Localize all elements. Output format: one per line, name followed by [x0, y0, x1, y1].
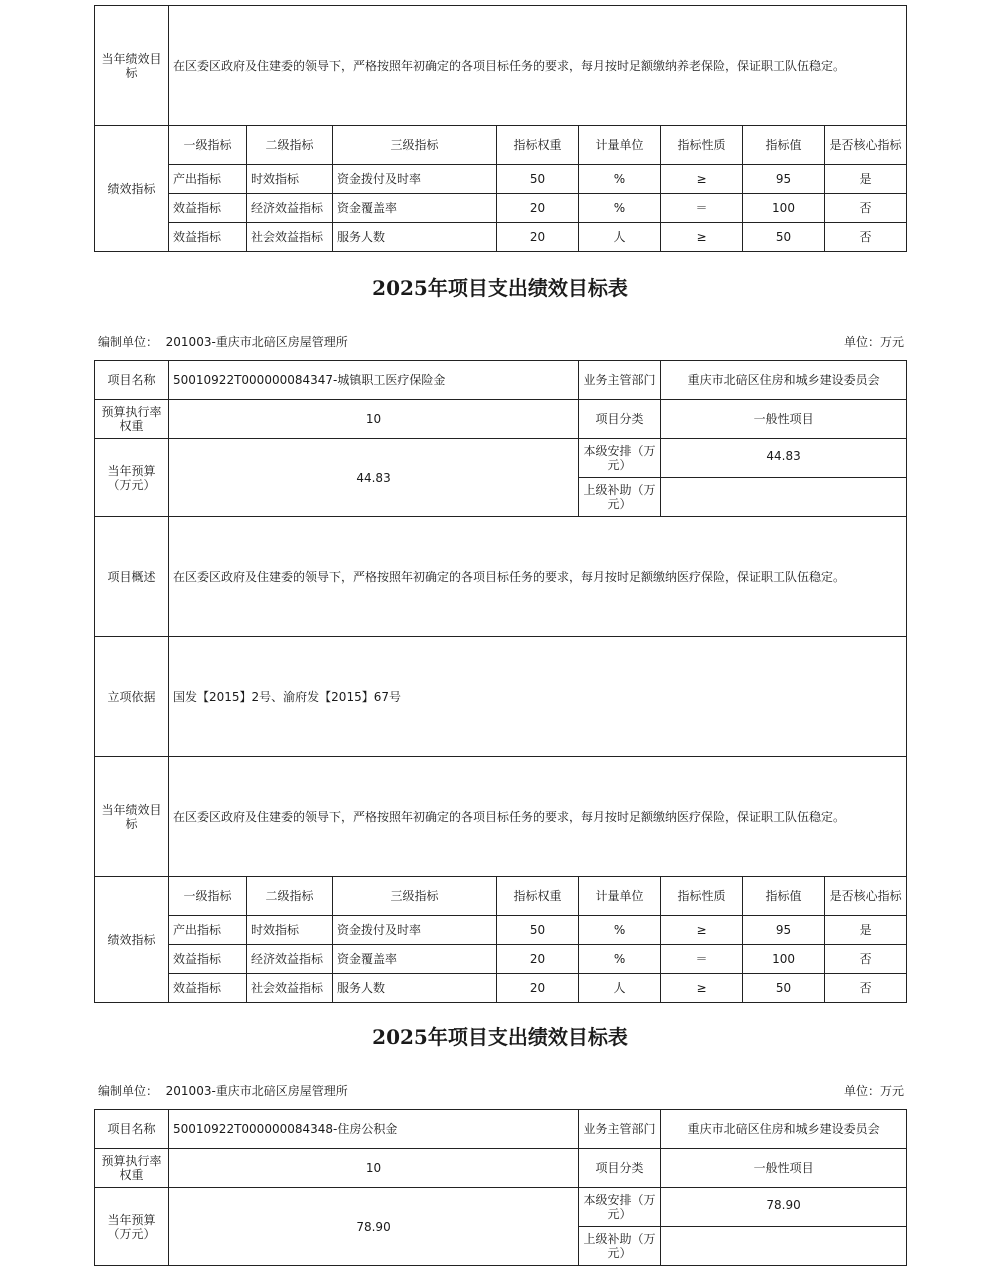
dept-name: 重庆市北碚区住房和城乡建设委员会: [661, 361, 907, 400]
cell-value: 95: [743, 916, 825, 945]
org-info: [98, 1082, 348, 1099]
hdr-core: 是否核心指标: [825, 877, 907, 916]
budget-label: 当年预算（万元）: [95, 1188, 169, 1266]
cell-weight: 20: [497, 974, 579, 1003]
table-row: [95, 945, 907, 974]
cell-primary: 产出指标: [169, 916, 247, 945]
org-name: 201003-重庆市北碚区房屋管理所: [165, 335, 348, 349]
category-label: 项目分类: [579, 400, 661, 439]
hdr-primary: 一级指标: [169, 126, 247, 165]
hdr-weight: 指标权重: [497, 126, 579, 165]
cell-value: 50: [743, 223, 825, 252]
dept-name: 重庆市北碚区住房和城乡建设委员会: [661, 1110, 907, 1149]
budget-value: 78.90: [169, 1188, 579, 1266]
cell-secondary: 经济效益指标: [247, 945, 333, 974]
cell-weight: 20: [497, 223, 579, 252]
hdr-unit: 计量单位: [579, 877, 661, 916]
goal-label: 当年绩效目标: [95, 757, 169, 877]
overview-text: 在区委区政府及住建委的领导下，严格按照年初确定的各项目标任务的要求，每月按时足额缴纳医疗保险，保证职工队伍稳定。: [169, 517, 907, 637]
project-name: 50010922T000000084347-城镇职工医疗保险金: [169, 361, 579, 400]
hdr-primary: 一级指标: [169, 877, 247, 916]
dept-label: 业务主管部门: [579, 1110, 661, 1149]
overview-label: 项目概述: [95, 517, 169, 637]
cell-primary: 产出指标: [169, 165, 247, 194]
cell-core: 是: [825, 916, 907, 945]
table-row: [95, 194, 907, 223]
cell-tertiary: 资金覆盖率: [333, 194, 497, 223]
cell-weight: 50: [497, 165, 579, 194]
local-value: 78.90: [661, 1188, 907, 1227]
cell-unit: %: [579, 165, 661, 194]
upper-value: [661, 1227, 907, 1266]
unit-note: 单位：万元: [843, 1084, 904, 1098]
cell-secondary: 社会效益指标: [247, 223, 333, 252]
cell-nature: ＝: [661, 194, 743, 223]
cell-tertiary: 服务人数: [333, 223, 497, 252]
cell-core: 否: [825, 223, 907, 252]
cell-value: 100: [743, 945, 825, 974]
goal-text: 在区委区政府及住建委的领导下，严格按照年初确定的各项目标任务的要求，每月按时足额缴纳医疗保险，保证职工队伍稳定。: [169, 757, 907, 877]
section-title: 2025年项目支出绩效目标表: [372, 276, 628, 300]
cell-tertiary: 资金拨付及时率: [333, 916, 497, 945]
project-table: [94, 360, 907, 1003]
budget-value: 44.83: [169, 439, 579, 517]
category-value: 一般性项目: [661, 400, 907, 439]
cell-tertiary: 资金拨付及时率: [333, 165, 497, 194]
project-name: 50010922T000000084348-住房公积金: [169, 1110, 579, 1149]
indicators-label: 绩效指标: [95, 126, 169, 252]
section-title: 2025年项目支出绩效目标表: [372, 1025, 628, 1049]
cell-value: 95: [743, 165, 825, 194]
category-value: 一般性项目: [661, 1149, 907, 1188]
cell-nature: ≥: [661, 916, 743, 945]
project-name-label: 项目名称: [95, 361, 169, 400]
weight-label: 预算执行率权重: [95, 400, 169, 439]
basis-label: 立项依据: [95, 637, 169, 757]
indicators-label: 绩效指标: [95, 877, 169, 1003]
cell-tertiary: 服务人数: [333, 974, 497, 1003]
weight-value: 10: [169, 400, 579, 439]
upper-label: 上级补助（万元）: [579, 478, 661, 517]
cell-value: 100: [743, 194, 825, 223]
category-label: 项目分类: [579, 1149, 661, 1188]
org-info: [98, 333, 348, 350]
hdr-value: 指标值: [743, 877, 825, 916]
table-row: [95, 974, 907, 1003]
cell-unit: %: [579, 945, 661, 974]
cell-unit: %: [579, 916, 661, 945]
cell-secondary: 社会效益指标: [247, 974, 333, 1003]
project-name-label: 项目名称: [95, 1110, 169, 1149]
weight-label: 预算执行率权重: [95, 1149, 169, 1188]
cell-primary: 效益指标: [169, 974, 247, 1003]
cell-unit: 人: [579, 974, 661, 1003]
local-label: 本级安排（万元）: [579, 1188, 661, 1227]
goal-label: 当年绩效目标: [95, 6, 169, 126]
hdr-core: 是否核心指标: [825, 126, 907, 165]
table-row: [95, 223, 907, 252]
cell-value: 50: [743, 974, 825, 1003]
hdr-weight: 指标权重: [497, 877, 579, 916]
cell-core: 是: [825, 165, 907, 194]
cell-core: 否: [825, 194, 907, 223]
hdr-secondary: 二级指标: [247, 877, 333, 916]
hdr-tertiary: 三级指标: [333, 126, 497, 165]
cell-primary: 效益指标: [169, 223, 247, 252]
upper-value: [661, 478, 907, 517]
hdr-value: 指标值: [743, 126, 825, 165]
cell-secondary: 时效指标: [247, 165, 333, 194]
unit-note: 单位：万元: [843, 335, 904, 349]
dept-label: 业务主管部门: [579, 361, 661, 400]
table-row: [95, 165, 907, 194]
project-table: [94, 1109, 907, 1266]
cell-primary: 效益指标: [169, 194, 247, 223]
org-name: 201003-重庆市北碚区房屋管理所: [165, 1084, 348, 1098]
basis-text: 国发【2015】2号、渝府发【2015】67号: [169, 637, 907, 757]
hdr-nature: 指标性质: [661, 126, 743, 165]
table-row: [95, 916, 907, 945]
cell-secondary: 经济效益指标: [247, 194, 333, 223]
hdr-nature: 指标性质: [661, 877, 743, 916]
cell-core: 否: [825, 974, 907, 1003]
hdr-unit: 计量单位: [579, 126, 661, 165]
cell-nature: ≥: [661, 223, 743, 252]
cell-secondary: 时效指标: [247, 916, 333, 945]
cell-weight: 20: [497, 945, 579, 974]
org-label: 编制单位：: [98, 1084, 159, 1098]
cell-unit: %: [579, 194, 661, 223]
hdr-secondary: 二级指标: [247, 126, 333, 165]
cell-weight: 50: [497, 916, 579, 945]
goal-text: 在区委区政府及住建委的领导下，严格按照年初确定的各项目标任务的要求，每月按时足额缴纳养老保险，保证职工队伍稳定。: [169, 6, 907, 126]
weight-value: 10: [169, 1149, 579, 1188]
prev-table: [94, 5, 907, 252]
cell-nature: ＝: [661, 945, 743, 974]
upper-label: 上级补助（万元）: [579, 1227, 661, 1266]
cell-nature: ≥: [661, 165, 743, 194]
cell-primary: 效益指标: [169, 945, 247, 974]
cell-weight: 20: [497, 194, 579, 223]
budget-label: 当年预算（万元）: [95, 439, 169, 517]
local-label: 本级安排（万元）: [579, 439, 661, 478]
cell-unit: 人: [579, 223, 661, 252]
cell-core: 否: [825, 945, 907, 974]
cell-nature: ≥: [661, 974, 743, 1003]
local-value: 44.83: [661, 439, 907, 478]
cell-tertiary: 资金覆盖率: [333, 945, 497, 974]
hdr-tertiary: 三级指标: [333, 877, 497, 916]
org-label: 编制单位：: [98, 335, 159, 349]
